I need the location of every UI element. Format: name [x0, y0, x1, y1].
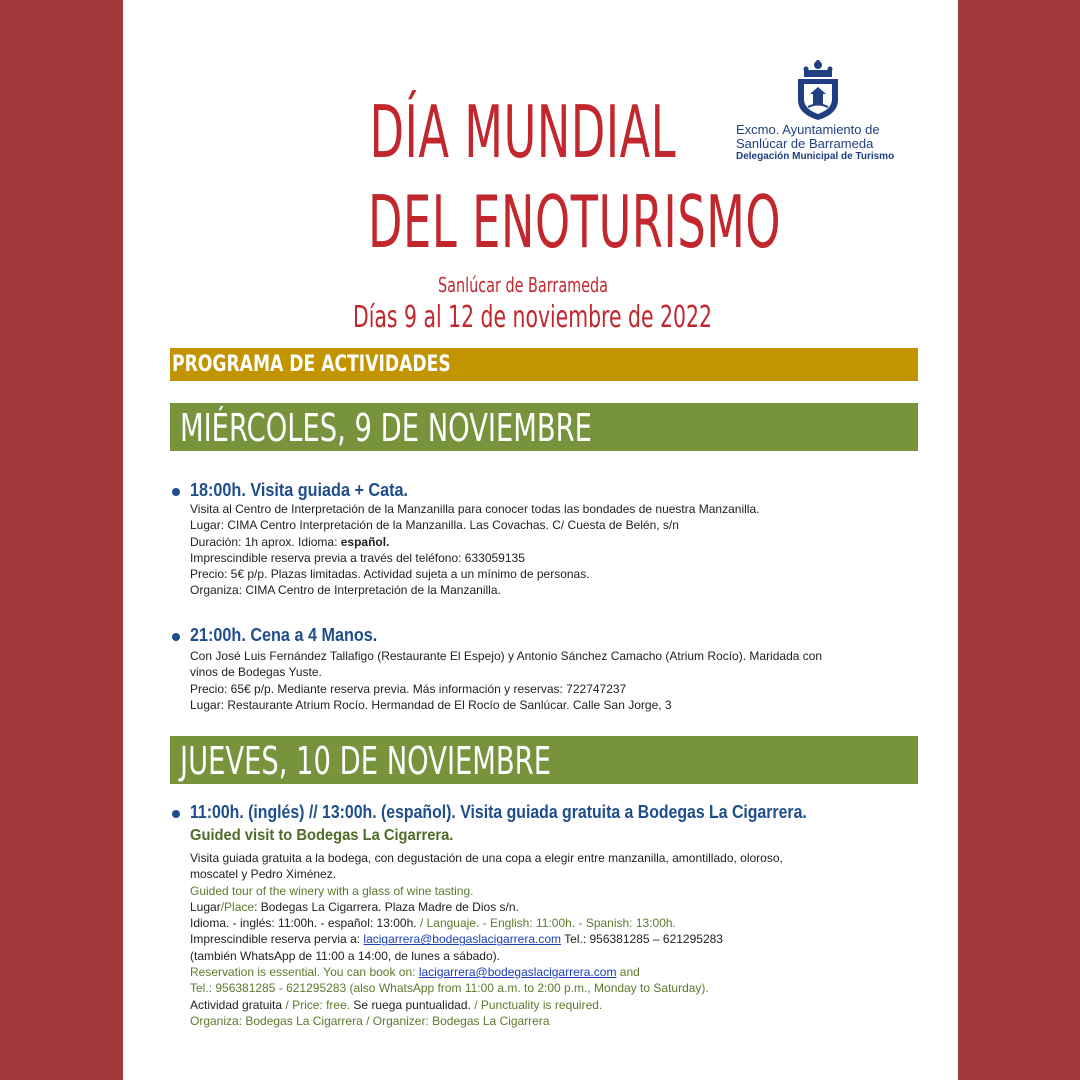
duration-language: español. [340, 534, 390, 549]
day-header-label: JUEVES, 10 DE NOVIEMBRE [180, 739, 551, 783]
duration-label: Duración: 1h aprox. Idioma: [190, 534, 341, 549]
place-label-es: Lugar [190, 899, 221, 914]
poster-page [123, 0, 958, 1080]
punctuality-en: / Punctuality is required. [470, 997, 603, 1012]
event-place [190, 899, 910, 915]
place-value: : Bodegas La Cigarrera. Plaza Madre de Dios s/n. [254, 899, 519, 914]
logo-text-line-2: Sanlúcar de Barrameda [736, 136, 874, 151]
event-details [190, 850, 910, 1029]
event-price: Precio: 65€ p/p. Mediante reserva previa. Más información y reservas: 722747237 [190, 681, 627, 696]
language-en: / Languaje. - English: 11:00h. - Spanish: 13:00h. [416, 916, 676, 931]
event-booking: Imprescindible reserva previa a través del teléfono: 633059135 [190, 550, 525, 565]
event-language [190, 915, 910, 931]
event-booking [190, 931, 910, 947]
event-price: Precio: 5€ p/p. Plazas limitadas. Actividad sujeta a un mínimo de personas. [190, 567, 590, 582]
bullet-icon [172, 488, 180, 496]
title-line-1: DÍA MUNDIAL [369, 90, 677, 174]
program-header-label: PROGRAMA DE ACTIVIDADES [172, 352, 451, 377]
dates-subtitle: Días 9 al 12 de noviembre de 2022 [353, 300, 712, 335]
event-title: 11:00h. (inglés) // 13:00h. (español). Visita guiada gratuita a Bodegas La Cigarrera. [190, 802, 807, 822]
reservation-label-en: Reservation is essential. You can book on: [190, 965, 419, 980]
price-en: / Price: free. [282, 997, 351, 1012]
bullet-icon [172, 810, 180, 818]
event-organizer: Organiza: CIMA Centro de Interpretación de la Manzanilla. [190, 583, 501, 598]
price-es: Actividad gratuita [190, 997, 283, 1012]
event-whatsapp: (también WhatsApp de 11:00 a 14:00, de lunes a sábado). [190, 948, 500, 963]
event-place: Lugar: Restaurante Atrium Rocío. Hermandad de El Rocío de Sanlúcar. Calle San Jorge, 3 [190, 697, 672, 712]
day-header-wednesday [170, 403, 918, 451]
event-reservation-english [190, 964, 910, 980]
place-label-en: /Place [220, 899, 255, 914]
event-organizer: Organiza: Bodegas La Cigarrera / Organizer: Bodegas La Cigarrera [190, 1013, 550, 1028]
day-header-thursday [170, 736, 918, 784]
event-duration [190, 534, 910, 550]
event-place: Lugar: CIMA Centro Interpretación de la Manzanilla. Las Covachas. C/ Cuesta de Belén, s/n [190, 518, 679, 533]
event-description: Visita guiada gratuita a la bodega, con degustación de una copa a elegir entre manzanilla, amontillado, oloroso, [190, 851, 783, 865]
day-header-label: MIÉRCOLES, 9 DE NOVIEMBRE [180, 406, 592, 450]
event-description-cont: moscatel y Pedro Ximénez. [190, 867, 337, 882]
event-phone-english: Tel.: 956381285 - 621295283 (also WhatsApp from 11:00 a.m. to 2:00 p.m., Monday to Saturday). [190, 981, 709, 996]
event-price [190, 997, 910, 1013]
booking-phone: Tel.: 956381285 – 621295283 [561, 932, 723, 947]
event-details [190, 648, 910, 713]
title-line-2: DEL ENOTURISMO [368, 180, 782, 264]
program-header-bar [170, 348, 918, 381]
booking-label: Imprescindible reserva pervia a: [190, 932, 364, 947]
event-details [190, 501, 910, 599]
city-council-logo [733, 56, 903, 176]
event-subtitle-english: Guided visit to Bodegas La Cigarrera. [190, 827, 454, 844]
logo-text-line-3: Delegación Municipal de Turismo [736, 151, 895, 162]
bullet-icon [172, 633, 180, 641]
event-description: Con José Luis Fernández Tallafigo (Restaurante El Espejo) y Antonio Sánchez Camacho (Atrium Rocío). Maridada con [190, 649, 823, 663]
event-title: 21:00h. Cena a 4 Manos. [190, 625, 378, 645]
event-description-english: Guided tour of the winery with a glass of wine tasting. [190, 883, 474, 898]
email-link[interactable]: lacigarrera@bodegaslacigarrera.com [418, 965, 617, 980]
reservation-and: and [616, 965, 640, 980]
email-link[interactable]: lacigarrera@bodegaslacigarrera.com [363, 932, 562, 947]
city-subtitle: Sanlúcar de Barrameda [437, 273, 609, 297]
language-es: Idioma. - inglés: 11:00h. - español: 13:00h. [190, 916, 417, 931]
event-description-cont: vinos de Bodegas Yuste. [190, 665, 322, 680]
event-description: Visita al Centro de Interpretación de la Manzanilla para conocer todas las bondades de nuestra Manzanilla. [190, 502, 760, 516]
event-title: 18:00h. Visita guiada + Cata. [190, 480, 409, 500]
coat-of-arms-icon [790, 60, 846, 122]
logo-text-line-1: Excmo. Ayuntamiento de [736, 122, 880, 137]
punctuality-es: Se ruega puntualidad. [350, 997, 471, 1012]
